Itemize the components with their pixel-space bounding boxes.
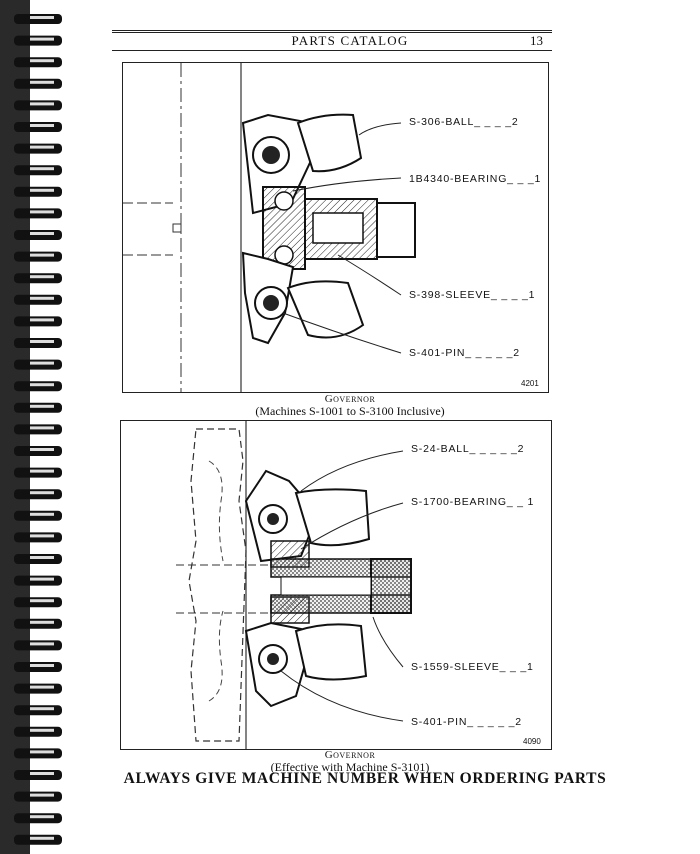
figure-2-caption-title: Governor	[324, 749, 376, 761]
governor-drawing-2	[121, 421, 551, 749]
figure-number: 4090	[523, 737, 541, 746]
figure-2-caption-sub: (Effective with Machine S-3101)	[270, 760, 430, 774]
callout-pin: S-401-PIN_ _ _ _ _2	[409, 347, 520, 359]
governor-figure-2	[120, 420, 552, 750]
callout-sleeve: S-1559-SLEEVE_ _ _1	[411, 661, 534, 673]
figure-number: 4201	[521, 379, 539, 388]
spiral-binding	[0, 0, 70, 854]
callout-bearing: S-1700-BEARING_ _ 1	[411, 496, 535, 508]
governor-drawing-1	[123, 63, 548, 392]
ordering-notice: ALWAYS GIVE MACHINE NUMBER WHEN ORDERING PARTS	[123, 770, 607, 787]
figure-1-caption	[0, 393, 700, 417]
governor-figure-1	[122, 62, 549, 393]
callout-bearing: 1B4340-BEARING_ _ _1	[409, 173, 542, 185]
callout-ball: S-24-BALL_ _ _ _ _2	[411, 443, 525, 455]
header-rule-bottom	[112, 50, 552, 51]
figure-1-caption-sub: (Machines S-1001 to S-3100 Inclusive)	[255, 404, 445, 418]
callout-ball: S-306-BALL_ _ _ _2	[409, 116, 519, 128]
callout-pin: S-401-PIN_ _ _ _ _2	[411, 716, 522, 728]
callout-sleeve: S-398-SLEEVE_ _ _ _1	[409, 289, 536, 301]
page-header-title: PARTS CATALOG	[291, 33, 409, 48]
header-rule-top	[112, 30, 552, 31]
page-number: 13	[530, 33, 543, 48]
figure-1-caption-title: Governor	[324, 393, 376, 405]
